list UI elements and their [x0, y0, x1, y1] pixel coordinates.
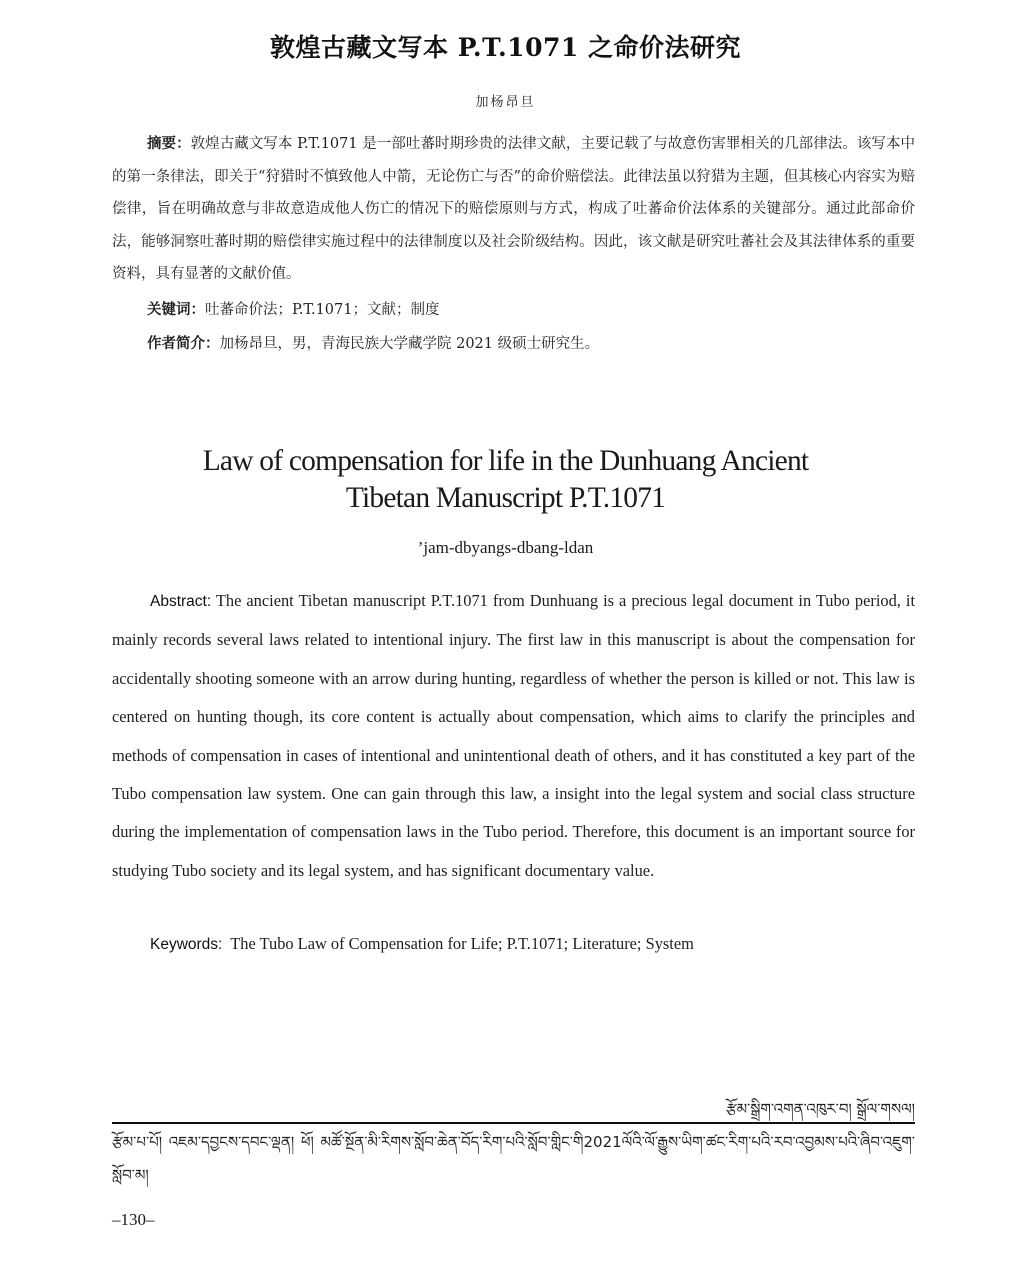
- chinese-title: 敦煌古藏文写本 P.T.1071 之命价法研究: [270, 33, 741, 62]
- chinese-bio-label: 作者简介：: [147, 336, 220, 352]
- chinese-keywords-label: 关键词：: [147, 302, 205, 318]
- english-abstract-label: Abstract:: [150, 593, 212, 610]
- tibetan-editor-note: རྩོམ་སྒྲིག་འགན་འཁུར་བ། སྒྲོལ་གསལ།: [725, 1100, 915, 1118]
- english-keywords-text: The Tubo Law of Compensation for Life; P.T.1071; Literature; System: [222, 934, 694, 953]
- english-title-line-2: Tibetan Manuscript P.T.1071: [345, 482, 666, 514]
- chinese-keywords: [147, 294, 439, 326]
- chinese-author: 加杨昂旦: [475, 95, 536, 110]
- chinese-keywords-text: 吐蕃命价法；P.T.1071；文献；制度: [205, 302, 440, 318]
- english-abstract: [112, 582, 915, 890]
- english-keywords-label: Keywords:: [150, 936, 223, 953]
- english-abstract-text: The ancient Tibetan manuscript P.T.1071 from Dunhuang is a precious legal document in Tubo period, it mainly records several laws related to intentional injury. The first law in this manuscript is about the compensation for accidentally shooting someone with an arrow during hunting, regardless of whether the person is killed or not. This law is centered on hunting though, its core content is actually about compensation, which aims to clarify the principles and methods of compensation in cases of intentional and unintentional death of others, and it has constituted a key part of the Tubo compensation law system. One can gain through this law, a insight into the legal system and social class structure during the implementation of compensation laws in the Tubo period. Therefore, this document is an important source for studying Tubo society and its legal system, and has significant documentary value.: [112, 591, 915, 880]
- chinese-abstract: [112, 128, 915, 291]
- chinese-abstract-label: 摘要：: [147, 136, 191, 152]
- footnote-divider: [112, 1122, 915, 1124]
- chinese-abstract-text: 敦煌古藏文写本 P.T.1071 是一部吐蕃时期珍贵的法律文献，主要记载了与故意伤害罪相关的几部律法。该写本中的第一条律法，即关于“狩猎时不慎致他人中箭，无论伤亡与否”的命价赔偿法。此律法虽以狩猎为主题，但其核心内容实为赔偿律，旨在明确故意与非故意造成他人伤亡的情况下的赔偿原则与方式，构成了吐蕃命价法体系的关键部分。通过此部命价法，能够洞察吐蕃时期的赔偿律实施过程中的法律制度以及社会阶级结构。因此，该文献是研究吐蕃社会及其法律体系的重要资料，具有显著的文献价值。: [112, 136, 915, 282]
- english-keywords: [150, 928, 694, 961]
- chinese-author-bio: [147, 328, 599, 360]
- chinese-bio-text: 加杨昂旦，男，青海民族大学藏学院 2021 级硕士研究生。: [219, 336, 600, 352]
- tibetan-author-note: རྩོམ་པ་པོ། འཇམ་དབྱངས་དབང་ལྡན། ཕོ། མཚོ་སྔོན་མི་རིགས་སློབ་ཆེན་བོད་རིག་པའི་སློབ་གླིང་གི2021ལོའི་ལོ་རྒྱུས་ཡིག་ཚང་རིག་པའི་རབ་འབྱམས་པའི་ཞིབ་འཇུག་སློབ་མ།: [112, 1133, 915, 1184]
- english-author: ’jam-dbyangs-dbang-ldan: [417, 538, 594, 557]
- english-title-line-1: Law of compensation for life in the Dunhuang Ancient: [202, 445, 809, 477]
- page-number: –130–: [112, 1210, 155, 1229]
- english-title: [0, 443, 1011, 517]
